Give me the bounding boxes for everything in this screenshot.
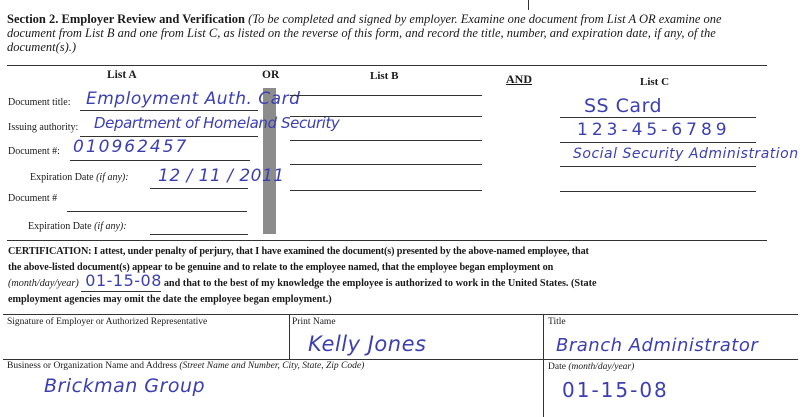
section-instructions: (To be completed and signed by employer. Examine one document from List A OR examine one document from List B and one from List C, as listed on the reverse of this form, and record the title, number, and expiration date, if any, of the document(s).) (7, 12, 722, 54)
list-b-line-5 (290, 190, 482, 191)
cert-line-3-rest: and that to the best of my knowledge the employee is authorized to work in the United States. (State (163, 278, 597, 289)
doc-number-2-label: Document # (8, 193, 58, 204)
date-label (548, 362, 634, 372)
certification-line-2: the above-listed document(s) appear to be genuine and to relate to the employee named, that the employee began employment on (8, 262, 554, 273)
business-value[interactable]: Brickman Group (44, 375, 206, 397)
sig-divider-2 (543, 314, 544, 417)
cert-date-field[interactable] (81, 270, 162, 292)
section-heading (7, 12, 747, 54)
list-c-line-2 (560, 142, 756, 143)
list-a-expiration-date[interactable]: 12 / 11 / 2011 (158, 166, 285, 186)
list-c-line-3 (560, 166, 756, 167)
list-b-line-1 (290, 95, 482, 96)
signature-label: Signature of Employer or Authorized Representative (7, 317, 208, 327)
title-label: Title (548, 317, 566, 327)
list-b-line-4 (290, 164, 482, 165)
list-a-line-1 (80, 110, 258, 111)
certification-rule (7, 240, 767, 241)
print-name-label: Print Name (292, 317, 336, 327)
expiration-text: Expiration Date (30, 172, 94, 183)
sig-divider-1 (289, 314, 290, 359)
list-b-line-3 (290, 140, 482, 141)
if-any-text: (if any): (96, 172, 129, 183)
certification-line-4: employment agencies may omit the date the employee began employment.) (8, 294, 332, 305)
business-label-text: Business or Organization Name and Address (7, 361, 178, 371)
cert-date-label: (month/day/year) (8, 278, 79, 289)
date-label-hint: (month/day/year) (568, 362, 635, 372)
list-c-doc-number[interactable]: 123-45-6789 (577, 120, 731, 140)
business-label-hint: (Street Name and Number, City, State, Zip Code) (179, 361, 365, 371)
date-label-text: Date (548, 362, 566, 372)
list-a-line-3 (70, 160, 250, 161)
doc-number-label: Document #: (8, 146, 60, 157)
business-label (7, 361, 364, 371)
list-a-line-4 (150, 188, 248, 189)
expiration-2-text: Expiration Date (28, 221, 92, 232)
doc-title-label: Document title: (8, 97, 71, 108)
list-a-issuing-authority[interactable]: Department of Homeland Security (94, 114, 340, 132)
or-header: OR (262, 69, 280, 81)
list-c-line-4 (560, 191, 756, 192)
list-c-line-1 (560, 117, 756, 118)
list-a-line-6 (150, 234, 248, 235)
issuing-authority-label: Issuing authority: (8, 122, 79, 133)
list-a-header: List A (107, 69, 137, 81)
list-a-doc-title[interactable]: Employment Auth. Card (86, 89, 301, 109)
certification-line-3 (8, 270, 597, 292)
list-c-header: List C (640, 76, 670, 88)
list-c-doc-title[interactable]: SS Card (584, 95, 663, 117)
print-name-value[interactable]: Kelly Jones (308, 332, 427, 356)
list-b-header: List B (370, 70, 399, 82)
expiration-label (30, 172, 129, 183)
cert-date-value: 01-15-08 (85, 270, 162, 290)
section-title: Section 2. Employer Review and Verification (7, 12, 245, 26)
expiration-2-label (28, 221, 127, 232)
list-a-line-5 (67, 211, 247, 212)
title-value[interactable]: Branch Administrator (556, 335, 759, 356)
date-value[interactable]: 01-15-08 (562, 378, 669, 402)
and-header: AND (506, 72, 532, 86)
if-any-2-text: (if any): (94, 221, 127, 232)
list-a-line-2 (80, 136, 258, 137)
list-c-issuing-authority[interactable]: Social Security Administration (573, 146, 799, 162)
top-tick (528, 0, 529, 10)
or-separator-bar (263, 88, 276, 234)
heading-rule (7, 65, 767, 66)
list-b-line-2 (290, 116, 482, 117)
signature-row-top (3, 314, 798, 315)
business-row-top (3, 359, 798, 360)
certification-line-1: CERTIFICATION: I attest, under penalty of perjury, that I have examined the document(s) presented by the above-named employee, that (8, 246, 589, 257)
list-a-doc-number[interactable]: 010962457 (73, 137, 189, 157)
